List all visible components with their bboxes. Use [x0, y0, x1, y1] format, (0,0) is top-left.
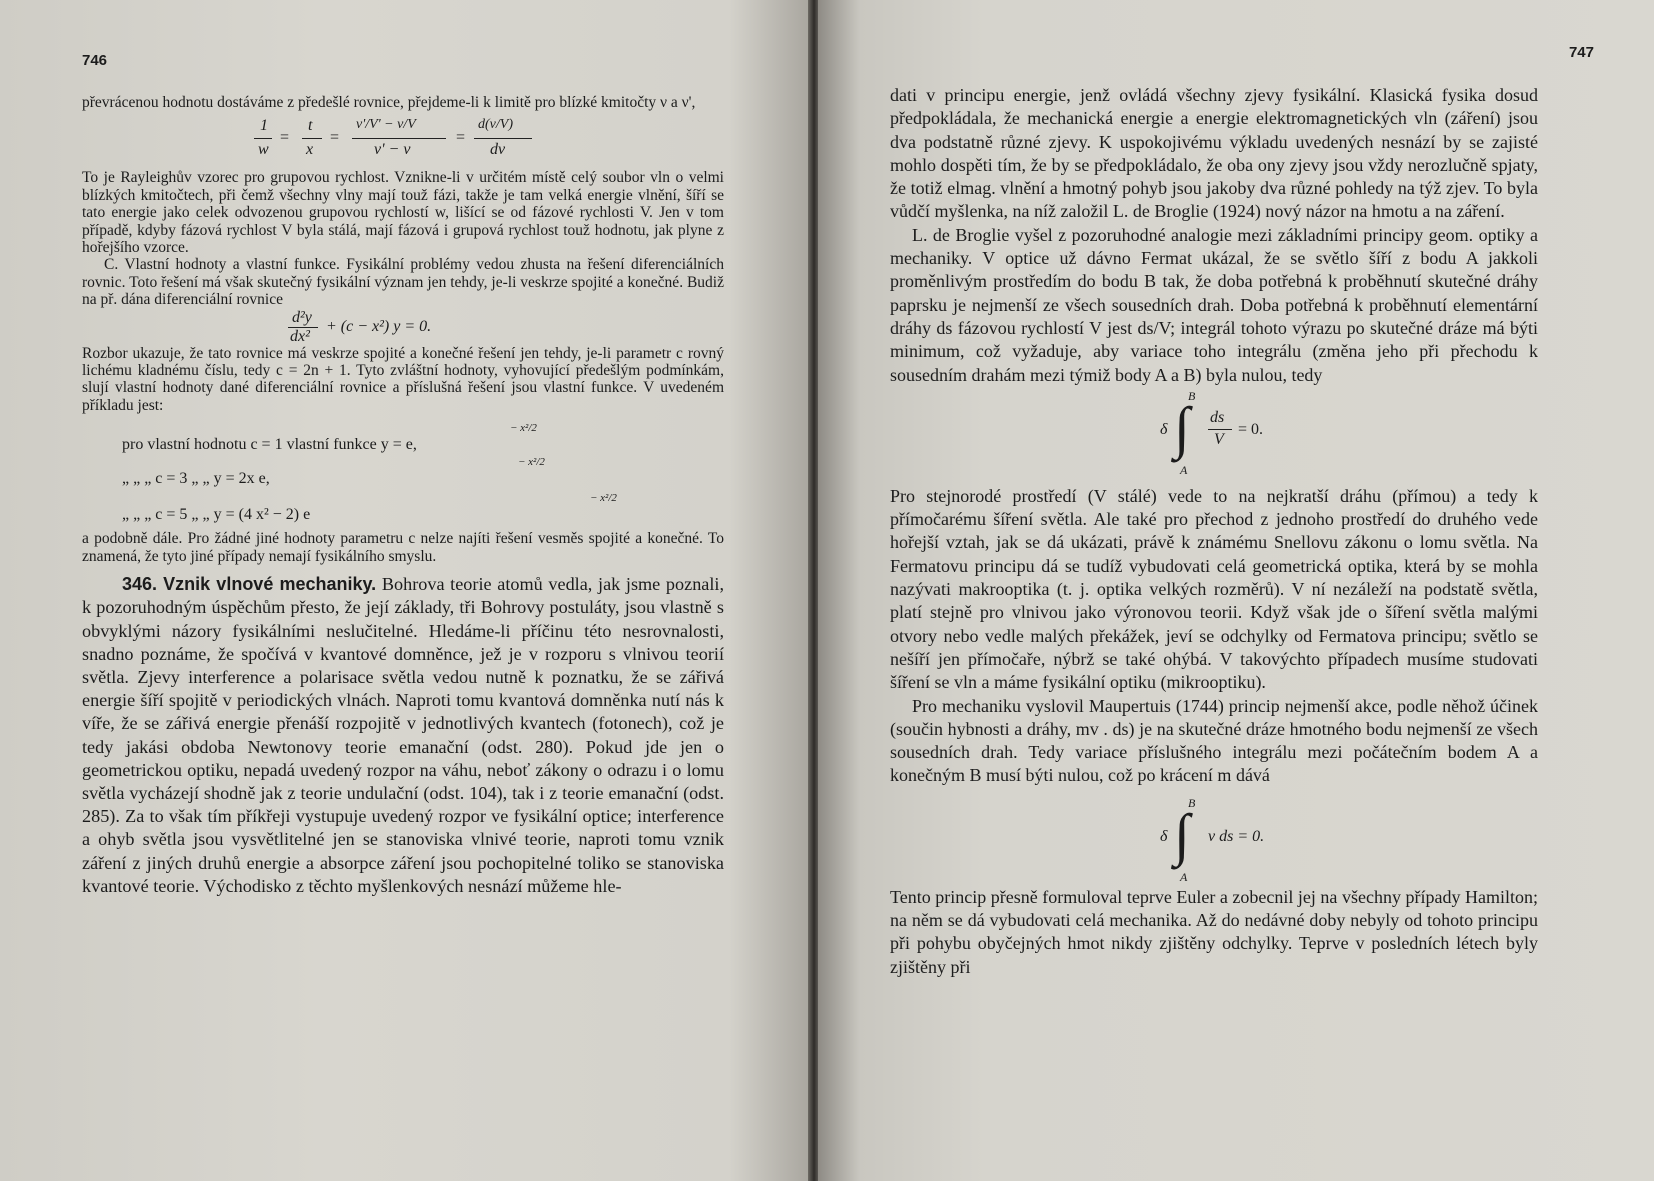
fraction-bar: [254, 138, 272, 139]
page-number-right: 747: [1568, 44, 1594, 61]
paragraph: Pro stejnorodé prostředí (V stálé) vede to na nejkratší dráhu (přímou) a tedy k přímočarému šíření světla. Ale také pro přechod z jednoho prostředí do druhého vede hořejší vztah, jak se dá ukázati, právě k známému Snellovu zákonu o lomu světla. Na Fermatovu principu dá se tudíž vybudovati celá geometrická optika, která by se mohla nazývati makrooptika (t. j. optika velkých rozměrů). V ní nezáleží na podstatě světla, platí stejně pro vlnivou jako výronovou teorii. Když však jde o šíření světla malými otvory nebo vedle malých překážek, jeví se odchylky od Fermatova principu; světlo se nešíří jen přímočaře, nýbrž se také ohýbá. V takovýchto případech musíme studovati šíření se vln a máme fysikální optiku (mikrooptiku).: [890, 485, 1538, 693]
eq-term: w: [258, 141, 269, 159]
fraction-bar: [1208, 429, 1232, 430]
paragraph: převrácenou hodnotu dostáváme z předešlé rovnice, přejdeme-li k limitě pro blízké kmitočty ν a ν',: [82, 94, 696, 111]
exponent: − x²/2: [510, 422, 537, 435]
eq-sign: =: [456, 129, 466, 147]
maupertuis-integral: [890, 788, 1538, 886]
eq-term: x: [306, 141, 314, 159]
eq-term: ν'/V' − ν/V: [356, 117, 416, 133]
lower-limit: A: [1180, 869, 1188, 884]
eigen-row-2: „ „ „ c = 3 „ „ y = 2x e,: [122, 470, 270, 488]
eigen-row-1: pro vlastní hodnotu c = 1 vlastní funkce y = e,: [122, 436, 417, 454]
eq-term: ν' − ν: [374, 141, 411, 159]
paragraph: a podobně dále. Pro žádné jiné hodnoty parametru c nelze najíti řešení vesměs spojité a konečné. To znamená, že tyto jiné případy nemají fysikálního smyslu.: [82, 530, 724, 565]
eq-term: dν: [490, 141, 506, 159]
exponent: − x²/2: [518, 456, 545, 469]
paragraph: dati v principu energie, jenž ovládá všechny zjevy fysikální. Klasická fysika dosud předpokládala, že mechanická energie a energie elektromagnetických vln (záření) jsou dva podstatně různé zjevy. K uspokojivému výkladu uvedených nesnází by se zajisté mohlo dospěti tím, že by se předpokládalo, že oba ony zjevy jsou vždy nerozlučně spjaty, že totiž elmag. vlnění a hmotný pohyb jsou jakoby dva různé pohledy na týž zjev. To byla vůdčí myšlenka, na níž založil L. de Broglie (1924) nový názor na hmotu a na záření.: [890, 85, 1538, 222]
eq-term: dx²: [290, 327, 310, 345]
right-page: [818, 0, 1654, 1181]
fraction-bar: [302, 138, 322, 139]
fraction-bar: [474, 138, 532, 139]
delta-symbol: δ: [1160, 827, 1168, 845]
right-page-text: [890, 84, 1538, 979]
exponent: − x²/2: [590, 492, 617, 505]
paragraph: Tento princip přesně formuloval teprve Euler a zobecnil jej na všechny případy Hamilton; na něm se dá vybudovati celá mechanika. Až do nedávné doby nebyly od tohoto principu při pohybu obyčejných hmot nikdy zjištěny odchylky. Teprve v posledních létech byly zjištěny při: [890, 886, 1538, 977]
eigen-row-3: „ „ „ c = 5 „ „ y = (4 x² − 2) e: [122, 506, 311, 524]
rayleigh-equation: [82, 111, 724, 169]
paragraph: C. Vlastní hodnoty a vlastní funkce. Fysikální problémy vedou zhusta na řešení diferenciálních rovnic. Toto řešení má však skutečný fysikální význam jen tehdy, je-li veskrze spojité a konečné. Budiž na př. dána diferenciální rovnice: [82, 256, 724, 309]
eq-term: ds: [1210, 408, 1225, 426]
fermat-integral: [890, 387, 1538, 485]
eq-sign: =: [330, 129, 340, 147]
eq-sign: =: [280, 129, 290, 147]
eigenfunction-list: [82, 414, 724, 530]
left-page: [0, 0, 810, 1181]
paragraph: To je Rayleighův vzorec pro grupovou rychlost. Vznikne-li v určitém místě celý soubor vln o velmi blízkých kmitočtech, při čemž všechny vlny mají touž fázi, takže je tam velká energie vlnění, šíří se tato energie jako celek odvozenou grupovou rychlostí w, lišící se od fázové rychlosti V. Jen v tom případě, kdyby fázová rychlost V byla stálá, mají fázová i grupová rychlost touž hodnotu, jak plyne z hořejšího vzorce.: [82, 169, 724, 257]
upper-limit: B: [1188, 388, 1196, 403]
paragraph: Bohrova teorie atomů vedla, jak jsme poznali, k pozoruhodným úspěchům přesto, že její základy, tři Bohrovy postuláty, jsou vlastně s obvyklými názory fysikálními neslučitelné. Hledáme-li příčinu této nesrovnalosti, snadno poznáme, že spočívá v kvantové domněnce, jež je v rozporu s vlnivou teorií světla. Zjevy interference a polarisace světla vedou nutně k poznatku, že se zářivá energie šíří spojitě v periodických vlnách. Naproti tomu kvantová domněnka nutí nás k víře, že se zářivá energie přenáší rozpojitě v jednotlivých kvantech (fotonech), což je tedy jakási obdoba Newtonovy teorie emanační (odst. 280). Pokud jde jen o geometrickou optiku, nepadá uvedený rozpor na váhu, neboť zákony o odrazu i o lomu světla vycházejí shodně jak z teorie undulační (odst. 104), tak i z teorie emanační (odst. 285). Za to však tím příkřeji vystupuje uvedený rozpor ve fysikální optice; interference a ohyb světla jsou vysvětlitelné jen se stanoviska vlnivé teorie, naproti tomu vznik záření z jiných druhů energie a absorpce záření jsou pochopitelné toliko se stanoviska kvantové teorie. Východisko z těchto myšlenkových nesnází můžeme hle-: [82, 574, 725, 896]
eq-term: d²y: [292, 308, 312, 326]
lower-limit: A: [1180, 462, 1188, 477]
eq-term: 1: [260, 117, 268, 135]
left-page-text: [82, 94, 724, 898]
eq-term: v ds = 0.: [1208, 827, 1265, 845]
eq-term: d(ν/V): [478, 117, 513, 133]
paragraph: Pro mechaniku vyslovil Maupertuis (1744) princip nejmenší akce, podle něhož účinek (součin hybnosti a dráhy, mv . ds) je na skutečné dráze hmotného bodu nejmenší ze všech sousedních drah. Tedy variace příslušného integrálu mezi počátečním bodem A a konečným B musí býti nulou, což po krácení m dává: [890, 695, 1538, 786]
section-heading: 346. Vznik vlnové mechaniky.: [122, 574, 377, 595]
upper-limit: B: [1188, 795, 1196, 810]
fraction-bar: [352, 138, 446, 139]
paragraph: Rozbor ukazuje, že tato rovnice má veskrze spojité a konečné řešení jen tehdy, je-li parametr c rovný lichému kladnému číslu, tedy c = 2n + 1. Tyto zvláštní hodnoty, vyhovující předešlým podmínkám, slují vlastní hodnoty dané diferenciální rovnice a příslušná řešení jsou vlastní funkce. V uvedeném příkladu jest:: [82, 344, 724, 414]
page-number-left: 746: [82, 52, 108, 69]
eq-term: = 0.: [1238, 420, 1264, 438]
paragraph: L. de Broglie vyšel z pozoruhodné analogie mezi základními principy geom. optiky a mechaniky. V optice už dávno Fermat ukázal, že se světlo šíří z bodu A jakkoli proměnlivým prostředím do bodu B tak, že doba potřebná k proběhnutí skutečné dráhy paprsku je nejmenší ze všech sousedních drah. Doba potřebná k proběhnutí elementární dráhy ds fázovou rychlostí V jest ds/V; integrál tohoto výrazu po skutečné dráze má býti minimum, což vyžaduje, aby variace toho integrálu (změna jeho při přechodu k sousedním drahám mezi týmiž body A a B) byla nulou, tedy: [890, 224, 1538, 385]
differential-equation: [82, 309, 724, 345]
eq-term: t: [308, 117, 313, 135]
eq-term: + (c − x²) y = 0.: [326, 317, 432, 335]
delta-symbol: δ: [1160, 420, 1168, 438]
integral-sign: ∫: [1174, 801, 1190, 867]
section-paragraph: [82, 573, 724, 898]
integral-sign: ∫: [1174, 394, 1190, 460]
eq-term: V: [1214, 430, 1224, 448]
